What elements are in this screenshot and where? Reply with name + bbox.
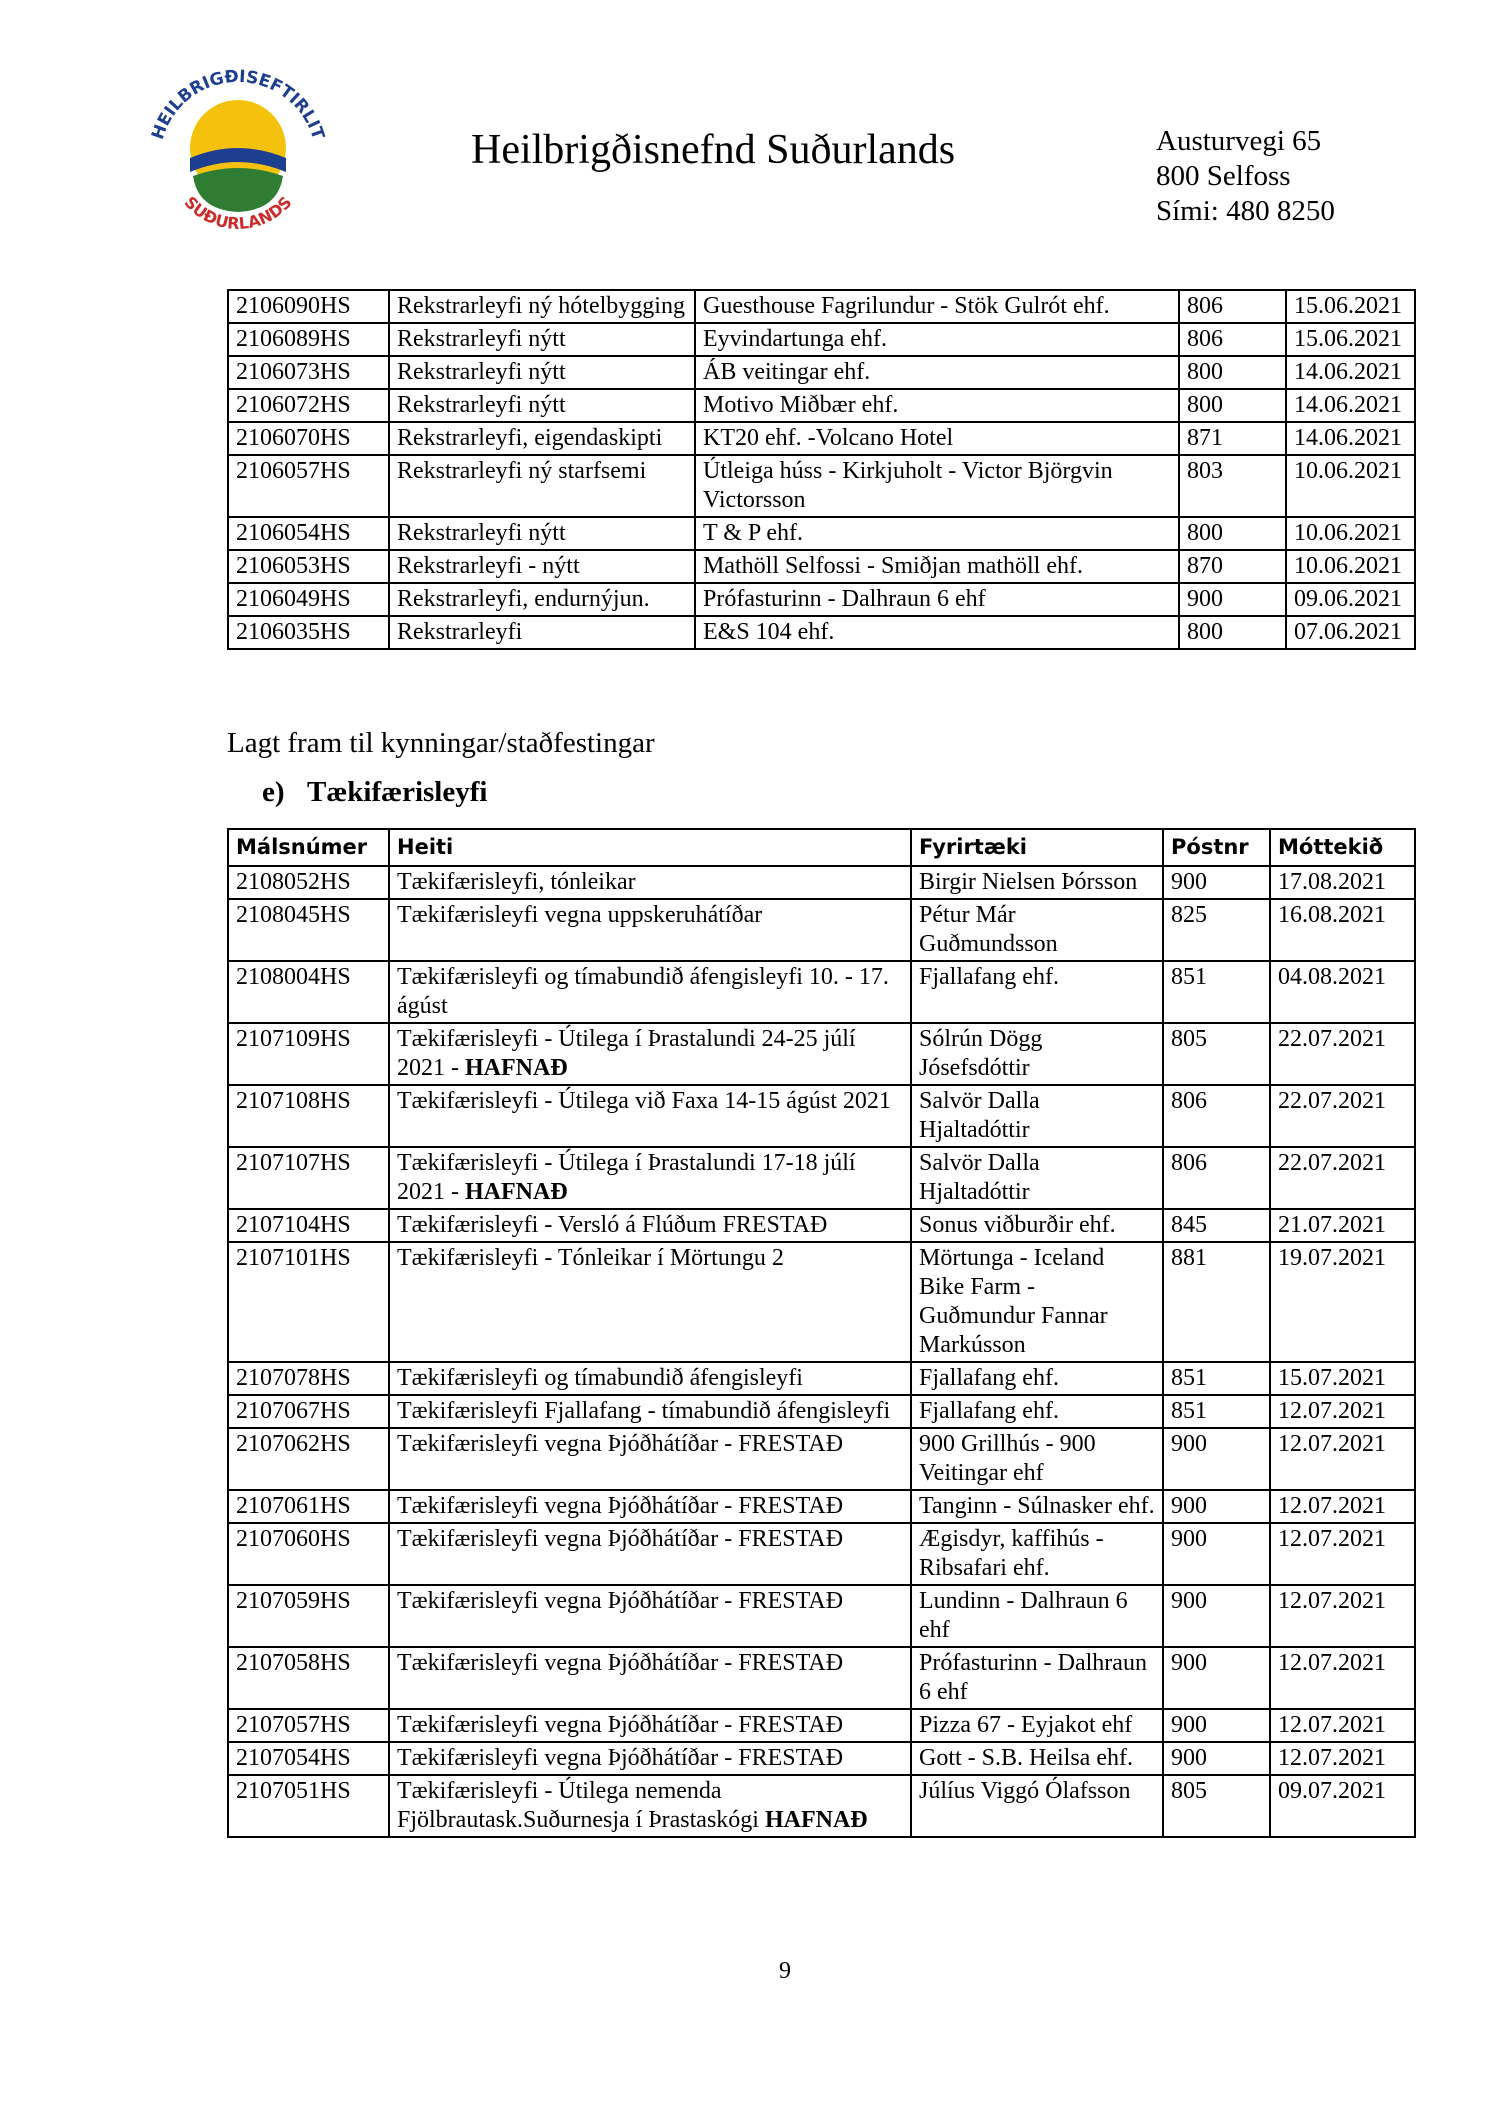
company-cell: Gott - S.B. Heilsa ehf. — [911, 1742, 1163, 1775]
title-text: Tækifærisleyfi og tímabundið áfengisleyfi 10. - 17. ágúst — [397, 964, 889, 1019]
company-cell: Mathöll Selfossi - Smiðjan mathöll ehf. — [695, 550, 1179, 583]
column-header-heiti: Heiti — [389, 829, 911, 866]
title-cell — [389, 899, 911, 961]
received-date-cell: 10.06.2021 — [1286, 550, 1415, 583]
rejected-flag: HAFNAÐ — [465, 1179, 568, 1205]
title-cell — [389, 1362, 911, 1395]
case-number-cell: 2107109HS — [228, 1023, 389, 1085]
title-text: Tækifærisleyfi vegna Þjóðhátíðar - FRESTAÐ — [397, 1650, 844, 1676]
title-cell — [389, 1395, 911, 1428]
operating-license-table — [227, 289, 1416, 650]
received-date-cell: 12.07.2021 — [1270, 1742, 1415, 1775]
table-row — [228, 1428, 1415, 1490]
case-number-cell: 2108004HS — [228, 961, 389, 1023]
postal-code-cell: 900 — [1163, 1742, 1270, 1775]
received-date-cell: 09.06.2021 — [1286, 583, 1415, 616]
logo-top-text: HEILBRIGÐISEFTIRLIT — [148, 66, 328, 143]
case-number-cell: 2107054HS — [228, 1742, 389, 1775]
rejected-flag: HAFNAÐ — [764, 1807, 868, 1833]
title-text: Tækifærisleyfi - Útilega nemenda Fjölbrautask.Suðurnesja í Þrastaskógi — [397, 1778, 759, 1833]
postal-code-cell: 871 — [1179, 422, 1286, 455]
section-heading — [262, 776, 487, 809]
received-date-cell: 16.08.2021 — [1270, 899, 1415, 961]
license-type-cell: Rekstrarleyfi — [389, 616, 695, 649]
license-type-cell: Rekstrarleyfi nýtt — [389, 389, 695, 422]
company-cell: Birgir Nielsen Þórsson — [911, 866, 1163, 899]
organization-logo — [138, 60, 338, 240]
operating-license-rows — [228, 290, 1415, 649]
postal-code-cell: 806 — [1179, 323, 1286, 356]
received-date-cell: 12.07.2021 — [1270, 1647, 1415, 1709]
company-cell: Sólrún Dögg Jósefsdóttir — [911, 1023, 1163, 1085]
table-row — [228, 1209, 1415, 1242]
case-number-cell: 2106089HS — [228, 323, 389, 356]
company-cell: Prófasturinn - Dalhraun 6 ehf — [695, 583, 1179, 616]
table-row — [228, 1147, 1415, 1209]
received-date-cell: 14.06.2021 — [1286, 389, 1415, 422]
case-number-cell: 2106073HS — [228, 356, 389, 389]
table-row — [228, 1523, 1415, 1585]
case-number-cell: 2106090HS — [228, 290, 389, 323]
received-date-cell: 22.07.2021 — [1270, 1085, 1415, 1147]
company-cell: Prófasturinn - Dalhraun 6 ehf — [911, 1647, 1163, 1709]
table-row — [228, 356, 1415, 389]
postal-code-cell: 900 — [1163, 1428, 1270, 1490]
title-text: Tækifærisleyfi - Útilega við Faxa 14-15 ágúst 2021 — [397, 1088, 891, 1114]
company-cell: 900 Grillhús - 900 Veitingar ehf — [911, 1428, 1163, 1490]
table-row — [228, 1647, 1415, 1709]
column-header-fyrirtaeki: Fyrirtæki — [911, 829, 1163, 866]
postal-code-cell: 851 — [1163, 1362, 1270, 1395]
postal-code-cell: 806 — [1163, 1085, 1270, 1147]
case-number-cell: 2107051HS — [228, 1775, 389, 1837]
received-date-cell: 19.07.2021 — [1270, 1242, 1415, 1362]
title-text: Tækifærisleyfi vegna Þjóðhátíðar - FRESTAÐ — [397, 1431, 844, 1457]
occasional-license-rows — [228, 866, 1415, 1837]
table-row — [228, 583, 1415, 616]
title-cell — [389, 1490, 911, 1523]
case-number-cell: 2107107HS — [228, 1147, 389, 1209]
title-cell — [389, 1647, 911, 1709]
title-cell — [389, 1775, 911, 1837]
received-date-cell: 14.06.2021 — [1286, 422, 1415, 455]
company-cell: Sonus viðburðir ehf. — [911, 1209, 1163, 1242]
title-text: Tækifærisleyfi, tónleikar — [397, 869, 636, 895]
case-number-cell: 2107101HS — [228, 1242, 389, 1362]
case-number-cell: 2106054HS — [228, 517, 389, 550]
case-number-cell: 2107061HS — [228, 1490, 389, 1523]
case-number-cell: 2107067HS — [228, 1395, 389, 1428]
postal-code-cell: 800 — [1179, 356, 1286, 389]
company-cell: Lundinn - Dalhraun 6 ehf — [911, 1585, 1163, 1647]
section-title: Tækifærisleyfi — [307, 776, 488, 808]
postal-code-cell: 851 — [1163, 1395, 1270, 1428]
case-number-cell: 2107062HS — [228, 1428, 389, 1490]
received-date-cell: 22.07.2021 — [1270, 1023, 1415, 1085]
company-cell: Motivo Miðbær ehf. — [695, 389, 1179, 422]
received-date-cell: 12.07.2021 — [1270, 1585, 1415, 1647]
title-text: Tækifærisleyfi vegna Þjóðhátíðar - FRESTAÐ — [397, 1745, 844, 1771]
postal-code-cell: 900 — [1163, 1490, 1270, 1523]
company-cell: Fjallafang ehf. — [911, 961, 1163, 1023]
table-row — [228, 290, 1415, 323]
postal-code-cell: 900 — [1163, 866, 1270, 899]
postal-code-cell: 851 — [1163, 961, 1270, 1023]
title-cell — [389, 1023, 911, 1085]
received-date-cell: 04.08.2021 — [1270, 961, 1415, 1023]
license-type-cell: Rekstrarleyfi nýtt — [389, 517, 695, 550]
postal-code-cell: 845 — [1163, 1209, 1270, 1242]
title-text: Tækifærisleyfi - Útilega í Þrastalundi 17-18 júlí 2021 - — [397, 1150, 856, 1205]
company-cell: Eyvindartunga ehf. — [695, 323, 1179, 356]
received-date-cell: 12.07.2021 — [1270, 1709, 1415, 1742]
received-date-cell: 15.07.2021 — [1270, 1362, 1415, 1395]
occasional-license-header — [228, 829, 1415, 866]
table-row — [228, 1085, 1415, 1147]
table-row — [228, 1395, 1415, 1428]
table-row — [228, 389, 1415, 422]
postal-code-cell: 800 — [1179, 389, 1286, 422]
table-row — [228, 1775, 1415, 1837]
table-row — [228, 517, 1415, 550]
title-text: Tækifærisleyfi vegna Þjóðhátíðar - FRESTAÐ — [397, 1588, 844, 1614]
table-row — [228, 616, 1415, 649]
table-row — [228, 899, 1415, 961]
title-text: Tækifærisleyfi - Tónleikar í Mörtungu 2 — [397, 1245, 784, 1271]
received-date-cell: 15.06.2021 — [1286, 323, 1415, 356]
table-row — [228, 422, 1415, 455]
address-street: Austurvegi 65 — [1156, 125, 1322, 157]
table-row — [228, 323, 1415, 356]
postal-code-cell: 806 — [1163, 1147, 1270, 1209]
received-date-cell: 17.08.2021 — [1270, 866, 1415, 899]
company-cell: Ægisdyr, kaffihús - Ribsafari ehf. — [911, 1523, 1163, 1585]
title-text: Tækifærisleyfi vegna Þjóðhátíðar - FRESTAÐ — [397, 1526, 844, 1552]
column-header-mottekid: Móttekið — [1270, 829, 1415, 866]
title-text: Tækifærisleyfi og tímabundið áfengisleyfi — [397, 1365, 803, 1391]
company-cell: Fjallafang ehf. — [911, 1395, 1163, 1428]
company-cell: Salvör Dalla Hjaltadóttir — [911, 1147, 1163, 1209]
case-number-cell: 2106057HS — [228, 455, 389, 517]
company-cell: Fjallafang ehf. — [911, 1362, 1163, 1395]
case-number-cell: 2107057HS — [228, 1709, 389, 1742]
title-text: Tækifærisleyfi - Versló á Flúðum FRESTAÐ — [397, 1212, 828, 1238]
postal-code-cell: 806 — [1179, 290, 1286, 323]
received-date-cell: 21.07.2021 — [1270, 1209, 1415, 1242]
license-type-cell: Rekstrarleyfi ný starfsemi — [389, 455, 695, 517]
case-number-cell: 2106070HS — [228, 422, 389, 455]
company-cell: E&S 104 ehf. — [695, 616, 1179, 649]
occasional-license-table — [227, 828, 1416, 1838]
table-row — [228, 1585, 1415, 1647]
postal-code-cell: 900 — [1163, 1585, 1270, 1647]
received-date-cell: 22.07.2021 — [1270, 1147, 1415, 1209]
table-row — [228, 1362, 1415, 1395]
table-row — [228, 866, 1415, 899]
postal-code-cell: 870 — [1179, 550, 1286, 583]
case-number-cell: 2106072HS — [228, 389, 389, 422]
table-row — [228, 1742, 1415, 1775]
received-date-cell: 12.07.2021 — [1270, 1490, 1415, 1523]
title-cell — [389, 1085, 911, 1147]
company-cell: Salvör Dalla Hjaltadóttir — [911, 1085, 1163, 1147]
company-cell: T & P ehf. — [695, 517, 1179, 550]
license-type-cell: Rekstrarleyfi nýtt — [389, 323, 695, 356]
case-number-cell: 2107108HS — [228, 1085, 389, 1147]
received-date-cell: 07.06.2021 — [1286, 616, 1415, 649]
postal-code-cell: 800 — [1179, 517, 1286, 550]
logo-bottom-text: SUÐURLANDS — [180, 192, 296, 234]
title-cell — [389, 1709, 911, 1742]
address-phone: Sími: 480 8250 — [1156, 195, 1335, 227]
case-number-cell: 2107104HS — [228, 1209, 389, 1242]
company-cell: Mörtunga - Iceland Bike Farm - Guðmundur Fannar Markússon — [911, 1242, 1163, 1362]
company-cell: Júlíus Viggó Ólafsson — [911, 1775, 1163, 1837]
organization-name: Heilbrigðisnefnd Suðurlands — [471, 127, 956, 173]
table-row — [228, 1023, 1415, 1085]
company-cell: Pétur Már Guðmundsson — [911, 899, 1163, 961]
table-row — [228, 961, 1415, 1023]
column-header-postnr: Póstnr — [1163, 829, 1270, 866]
title-cell — [389, 1242, 911, 1362]
company-cell: Pizza 67 - Eyjakot ehf — [911, 1709, 1163, 1742]
address-block — [1156, 124, 1335, 229]
rejected-flag: HAFNAÐ — [465, 1055, 568, 1081]
case-number-cell: 2106053HS — [228, 550, 389, 583]
received-date-cell: 12.07.2021 — [1270, 1395, 1415, 1428]
title-cell — [389, 961, 911, 1023]
title-text: Tækifærisleyfi Fjallafang - tímabundið áfengisleyfi — [397, 1398, 891, 1424]
title-cell — [389, 1209, 911, 1242]
license-type-cell: Rekstrarleyfi nýtt — [389, 356, 695, 389]
title-cell — [389, 1428, 911, 1490]
column-header-malsnumer: Málsnúmer — [228, 829, 389, 866]
case-number-cell: 2106035HS — [228, 616, 389, 649]
table-row — [228, 1490, 1415, 1523]
case-number-cell: 2106049HS — [228, 583, 389, 616]
case-number-cell: 2107059HS — [228, 1585, 389, 1647]
postal-code-cell: 881 — [1163, 1242, 1270, 1362]
title-text: Tækifærisleyfi vegna Þjóðhátíðar - FRESTAÐ — [397, 1493, 844, 1519]
received-date-cell: 09.07.2021 — [1270, 1775, 1415, 1837]
title-cell — [389, 1147, 911, 1209]
license-type-cell: Rekstrarleyfi, eigendaskipti — [389, 422, 695, 455]
received-date-cell: 15.06.2021 — [1286, 290, 1415, 323]
received-date-cell: 10.06.2021 — [1286, 517, 1415, 550]
table-row — [228, 1242, 1415, 1362]
received-date-cell: 14.06.2021 — [1286, 356, 1415, 389]
case-number-cell: 2107058HS — [228, 1647, 389, 1709]
case-number-cell: 2108045HS — [228, 899, 389, 961]
received-date-cell: 12.07.2021 — [1270, 1428, 1415, 1490]
page-number: 9 — [779, 1958, 791, 1984]
postal-code-cell: 825 — [1163, 899, 1270, 961]
title-cell — [389, 866, 911, 899]
case-number-cell: 2107078HS — [228, 1362, 389, 1395]
received-date-cell: 12.07.2021 — [1270, 1523, 1415, 1585]
license-type-cell: Rekstrarleyfi, endurnýjun. — [389, 583, 695, 616]
title-cell — [389, 1585, 911, 1647]
table-caption: Lagt fram til kynningar/staðfestingar — [227, 727, 655, 759]
postal-code-cell: 805 — [1163, 1023, 1270, 1085]
company-cell: KT20 ehf. -Volcano Hotel — [695, 422, 1179, 455]
case-number-cell: 2108052HS — [228, 866, 389, 899]
table-row — [228, 455, 1415, 517]
postal-code-cell: 805 — [1163, 1775, 1270, 1837]
postal-code-cell: 900 — [1179, 583, 1286, 616]
postal-code-cell: 900 — [1163, 1709, 1270, 1742]
title-text: Tækifærisleyfi - Útilega í Þrastalundi 24-25 júlí 2021 - — [397, 1026, 856, 1081]
header-row — [228, 829, 1415, 866]
postal-code-cell: 800 — [1179, 616, 1286, 649]
case-number-cell: 2107060HS — [228, 1523, 389, 1585]
postal-code-cell: 900 — [1163, 1647, 1270, 1709]
table-row — [228, 550, 1415, 583]
company-cell: Guesthouse Fagrilundur - Stök Gulrót ehf. — [695, 290, 1179, 323]
postal-code-cell: 803 — [1179, 455, 1286, 517]
company-cell: ÁB veitingar ehf. — [695, 356, 1179, 389]
title-cell — [389, 1523, 911, 1585]
postal-code-cell: 900 — [1163, 1523, 1270, 1585]
company-cell: Tanginn - Súlnasker ehf. — [911, 1490, 1163, 1523]
address-city: 800 Selfoss — [1156, 160, 1291, 192]
table-row — [228, 1709, 1415, 1742]
title-text: Tækifærisleyfi vegna uppskeruhátíðar — [397, 902, 763, 928]
title-cell — [389, 1742, 911, 1775]
received-date-cell: 10.06.2021 — [1286, 455, 1415, 517]
license-type-cell: Rekstrarleyfi - nýtt — [389, 550, 695, 583]
title-text: Tækifærisleyfi vegna Þjóðhátíðar - FRESTAÐ — [397, 1712, 844, 1738]
section-letter: e) — [262, 776, 285, 808]
company-cell: Útleiga húss - Kirkjuholt - Victor Björgvin Victorsson — [695, 455, 1179, 517]
license-type-cell: Rekstrarleyfi ný hótelbygging — [389, 290, 695, 323]
